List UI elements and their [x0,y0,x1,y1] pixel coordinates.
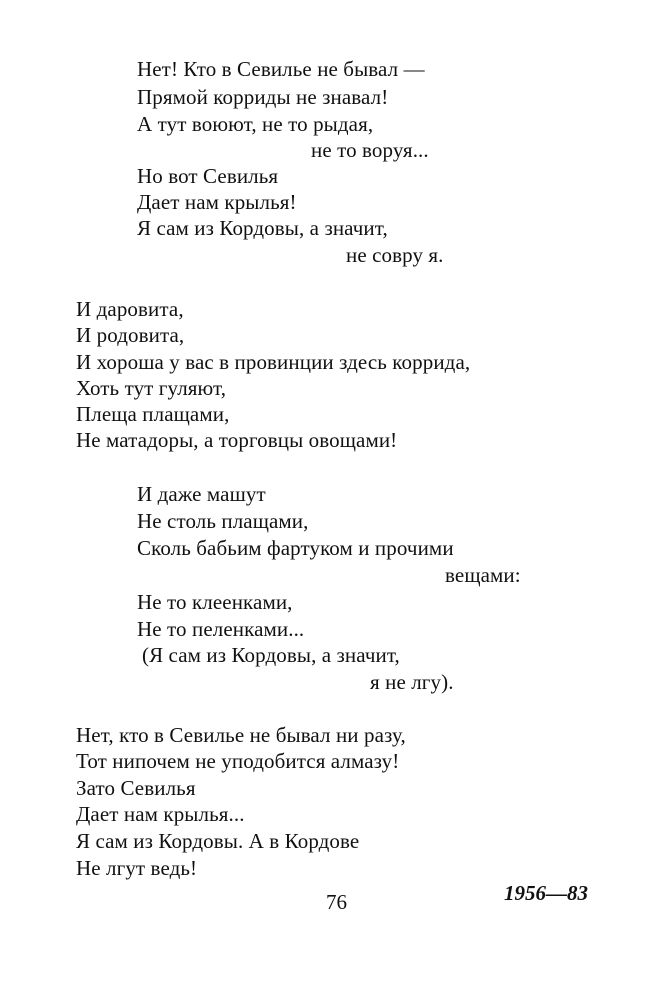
poem-line: Сколь бабьим фартуком и прочими [137,536,454,560]
page-number: 76 [326,890,347,914]
poem-line: Зато Севилья [76,776,196,800]
poem-line: Но вот Севилья [137,164,279,188]
poem-line: И даровита, [76,297,184,321]
poem-line: не то воруя... [311,138,429,162]
poem-line: Не лгут ведь! [76,856,198,880]
poem-line: Нет! Кто в Севилье не бывал — [137,57,425,81]
poem-line: Тот нипочем не уподобится алмазу! [76,749,400,773]
poem-line: Я сам из Кордовы. А в Кордове [76,829,360,853]
poem-line: И родовита, [76,323,185,347]
poem-line: Нет, кто в Севилье не бывал ни разу, [76,723,406,747]
poem-line: Не матадоры, а торговцы овощами! [76,428,398,452]
poem-line: не совру я. [346,243,444,267]
poem-line: Не то клеенками, [137,590,293,614]
poem-line: я не лгу). [370,670,454,694]
poem-line: вещами: [445,563,521,587]
poem-line: А тут воюют, не то рыдая, [137,112,374,136]
poem-line: И хороша у вас в провинции здесь коррида, [76,350,471,374]
poem-line: Я сам из Кордовы, а значит, [137,216,388,240]
poem-line: Дает нам крылья! [137,190,297,214]
poem-date: 1956—83 [504,881,588,905]
poem-line: Не столь плащами, [137,509,309,533]
poem-line: (Я сам из Кордовы, а значит, [142,643,400,667]
poem-line: Прямой корриды не знавал! [137,85,389,109]
poem-line: И даже машут [137,482,266,506]
poem-line: Хоть тут гуляют, [76,376,227,400]
poem-line: Не то пеленками... [137,617,305,641]
poem-line: Плеща плащами, [76,402,230,426]
poem-line: Дает нам крылья... [76,802,245,826]
